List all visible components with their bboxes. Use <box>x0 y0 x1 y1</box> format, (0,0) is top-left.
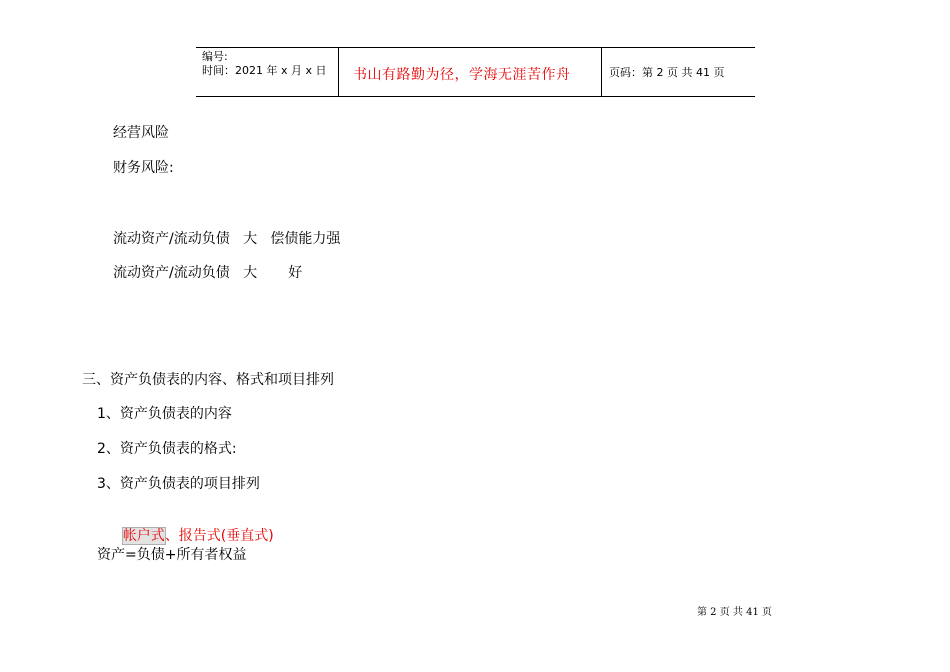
header-divider-right <box>601 47 602 97</box>
section-heading: 三、资产负债表的内容、格式和项目排列 <box>82 372 334 388</box>
page-footer: 第 2 页 共 41 页 <box>697 607 772 618</box>
risk-operating: 经营风险 <box>113 125 169 141</box>
list-item-1: 1、资产负债表的内容 <box>97 406 232 422</box>
format-report: 、报告式(垂直式) <box>164 528 274 544</box>
list-item-2: 2、资产负债表的格式: <box>97 441 237 457</box>
accounting-equation: 资产=负债+所有者权益 <box>97 547 247 563</box>
header-page-code: 页码：第 2 页 共 41 页 <box>609 66 725 79</box>
header-time-label: 时间：2021 年 x 月 x 日 <box>202 64 327 77</box>
header-motto: 书山有路勤为径，学海无涯苦作舟 <box>353 67 571 83</box>
header-number-label: 编号: <box>202 50 228 63</box>
header-divider-left <box>338 47 339 97</box>
header-bottom-rule <box>196 96 755 97</box>
ratio-line-2: 流动资产/流动负债 大 好 <box>113 265 303 281</box>
risk-financial: 财务风险: <box>113 160 174 176</box>
header-top-rule <box>196 47 755 48</box>
ratio-line-1: 流动资产/流动负债 大 偿债能力强 <box>113 231 341 247</box>
format-account-highlight: 帐户式 <box>122 528 165 544</box>
list-item-3: 3、资产负债表的项目排列 <box>97 476 260 492</box>
